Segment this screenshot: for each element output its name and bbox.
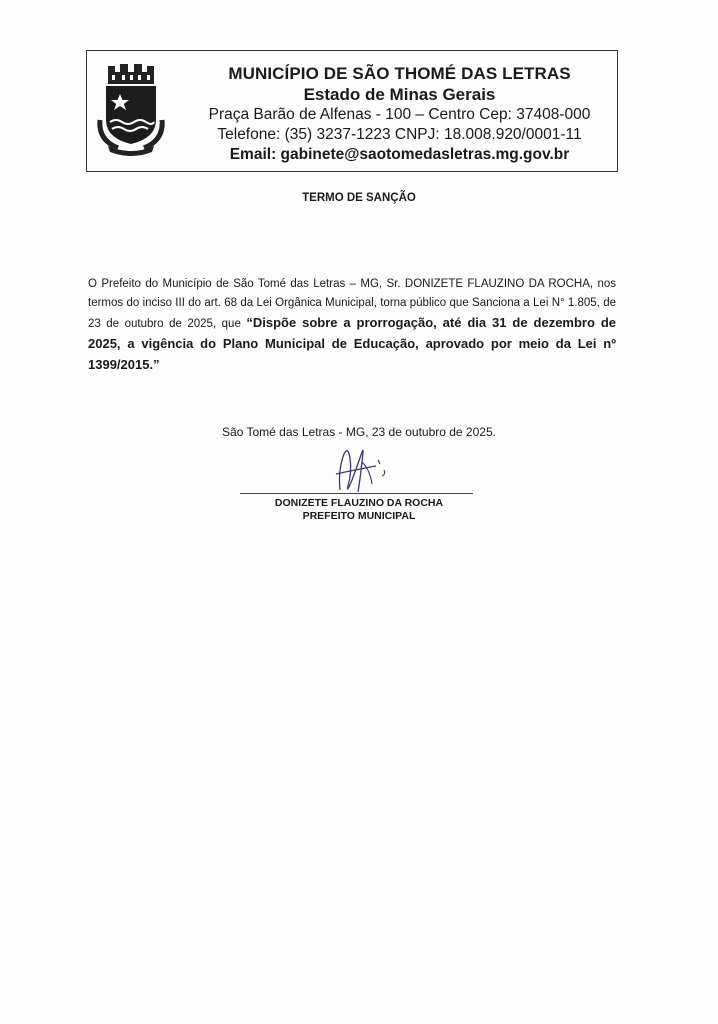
state-name: Estado de Minas Gerais	[303, 85, 496, 104]
document-title: TERMO DE SANÇÃO	[302, 192, 416, 204]
paragraph-intro: O Prefeito do Município de São Tomé das Letras – MG, Sr. DONIZETE FLAUZINO DA ROCHA, nos termos do inciso III do art. 68 da Lei Orgânica Municipal, torna público que Sanciona a Lei N° 1.805, de 23 de outubro de 2025, que	[88, 278, 616, 330]
email-line: Email: gabinete@saotomedasletras.mg.gov.br	[229, 146, 570, 163]
handwritten-signature-icon	[318, 440, 398, 500]
letterhead-text	[187, 63, 612, 165]
law-summary-quote: “Dispõe sobre a prorrogação, até dia 31 de dezembro de 2025, a vigência do Plano Municipal de Educação, aprovado por meio da Lei nº 1399/2015.”	[88, 315, 617, 372]
sanction-paragraph	[88, 275, 616, 376]
municipality-name: MUNICÍPIO DE SÃO THOMÉ DAS LETRAS	[228, 64, 571, 83]
address-line: Praça Barão de Alfenas - 100 – Centro Cep: 37408-000	[208, 106, 591, 123]
signature-line	[240, 493, 473, 494]
letterhead	[86, 50, 618, 172]
date-place-line: São Tomé das Letras - MG, 23 de outubro de 2025.	[222, 425, 496, 439]
signatory-role: PREFEITO MUNICIPAL	[302, 510, 416, 522]
signatory-name: DONIZETE FLAUZINO DA ROCHA	[274, 497, 444, 509]
coat-of-arms-icon	[94, 60, 168, 156]
phone-cnpj-line: Telefone: (35) 3237-1223 CNPJ: 18.008.920/0001-11	[217, 126, 582, 143]
